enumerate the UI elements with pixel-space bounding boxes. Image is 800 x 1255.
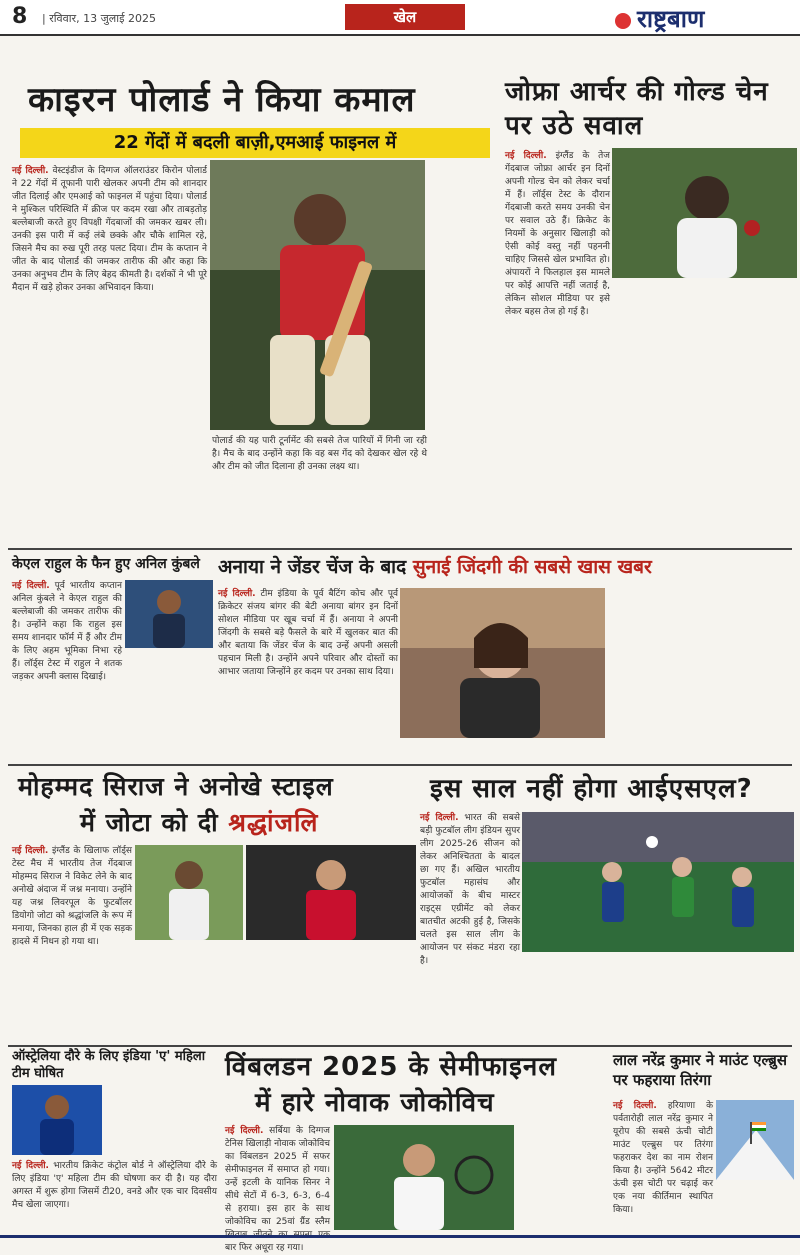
isl-photo-graphic (522, 812, 794, 952)
djokovic-photo-graphic (334, 1125, 514, 1230)
djokovic-headline-line1: विंबलडन 2025 के सेमीफाइनल (225, 1052, 557, 1082)
rahul-body (12, 580, 122, 682)
anaya-headline-accent: सुनाई जिंदगी की सबसे खास खबर (412, 556, 652, 578)
anaya-headline (218, 553, 793, 581)
isl-body (420, 812, 520, 966)
siraj-body (12, 845, 132, 1040)
siraj-body-col2 (135, 945, 415, 1040)
rahul-body-text: पूर्व भारतीय कप्तान अनिल कुंबले ने केएल राहुल की बल्लेबाजी की जमकर तारीफ की है। उन्होंने कहा कि राहुल इस समय शानदार फॉर्म में हैं और टीम के लिए अहम भूमिका निभा रहे हैं। लॉर्ड्स टेस्ट में राहुल ने शतक जड़कर अपनी क्लास दिखाई। (12, 581, 122, 682)
rahul-dateline: नई दिल्ली. (12, 581, 50, 591)
masthead-title: राष्ट्रबाण (637, 4, 705, 33)
elbrus-photo-graphic (716, 1100, 794, 1180)
siraj-headline-accent: श्रद्धांजलि (228, 808, 319, 837)
siraj-headline-line2-text: में जोटा को दी (80, 808, 229, 837)
jota-photo (246, 845, 416, 940)
anaya-dateline: नई दिल्ली. (218, 589, 256, 599)
section-tab: खेल (345, 4, 465, 30)
pollard-dateline: नई दिल्ली. (12, 166, 49, 176)
pollard-photo (210, 160, 425, 430)
siraj-headline-line1: मोहम्मद सिराज ने अनोखे स्टाइल (18, 772, 334, 801)
elbrus-body-text: हरियाणा के पर्वतारोही लाल नरेंद्र कुमार ने यूरोप की सबसे ऊंची चोटी माउंट एल्ब्रुस पर तिरंगा फहराकर देश का नाम रोशन किया है। उन्होंने 5642 मीटर ऊंची इस चोटी पर चढ़ाई कर एक नया कीर्तिमान स्थापित किया। (613, 1101, 713, 1215)
anaya-body-text: टीम इंडिया के पूर्व बैटिंग कोच और पूर्व क्रिकेटर संजय बांगर की बेटी अनाया बांगर इन दिनों सोशल मीडिया पर खूब चर्चा में हैं। अनाया ने अपनी जिंदगी के सबसे बड़े फैसले के बारे में खुलकर बात की और बताया कि जेंडर चेंज के बाद उन्हें अपनी असली पहचान मिली है। उन्होंने अपने परिवार और दोस्तों का आभार जताया जिन्होंने हर कदम पर उनका साथ दिया। (218, 589, 398, 677)
india-a-photo-graphic (12, 1085, 102, 1155)
page-number: 8 (12, 4, 28, 29)
section-divider-3 (8, 1045, 792, 1047)
logo-icon (615, 13, 631, 29)
siraj-photo-graphic (135, 845, 243, 940)
archer-photo (612, 148, 797, 278)
isl-photo (522, 812, 794, 952)
djokovic-body-text: सर्बिया के दिग्गज टेनिस खिलाड़ी नोवाक जोकोविच का विंबलडन 2025 में सफर सेमीफाइनल में समाप्त हो गया। उन्हें इटली के यानिक सिनर ने सीधे सेटों में 6-3, 6-3, 6-4 से हराया। इस हार के साथ जोकोविच का 25वां ग्रैंड स्लैम बार फिर अधूरा रह गया। (225, 1126, 330, 1253)
pollard-body (12, 165, 207, 545)
djokovic-body-col2 (518, 1125, 608, 1233)
djokovic-body (225, 1125, 330, 1253)
siraj-photo (135, 845, 243, 940)
elbrus-body (613, 1100, 713, 1232)
footer-bar (0, 1235, 800, 1238)
rahul-body-cont (12, 672, 212, 760)
india-a-body-text: भारतीय क्रिकेट कंट्रोल बोर्ड ने ऑस्ट्रेलिया दौरे के लिए इंडिया 'ए' महिला टीम की घोषणा कर दी है। यह दौरा अगस्त में शुरू होगा जिसमें टी20, वनडे और एक चार दिवसीय मैच खेला जाएगा। (12, 1161, 217, 1210)
pollard-photo-graphic (210, 160, 425, 430)
anaya-body (218, 588, 398, 758)
kumble-photo-graphic (125, 580, 213, 648)
section-divider-1 (8, 548, 792, 550)
india-a-body (12, 1160, 217, 1232)
anaya-headline-text: अनाया ने जेंडर चेंज के बाद (218, 556, 413, 578)
isl-body-cont (420, 955, 795, 1040)
isl-dateline: नई दिल्ली. (420, 813, 459, 823)
dateline: | रविवार, 13 जुलाई 2025 (42, 12, 156, 25)
djokovic-dateline: नई दिल्ली. (225, 1126, 264, 1136)
pollard-headline: काइरन पोलार्ड ने किया कमाल (28, 80, 416, 120)
siraj-dateline: नई दिल्ली. (12, 846, 49, 856)
pollard-body2-text: पोलार्ड की यह पारी टूर्नामेंट की सबसे तेज पारियों में गिनी जा रही है। मैच के बाद उन्होंने कहा कि वह बस गेंद को देखकर खेल रहे थे और टीम को जीत दिलाना ही उनका लक्ष्य था। (212, 436, 427, 472)
india-a-dateline: नई दिल्ली. (12, 1161, 49, 1171)
djokovic-headline-line2: में हारे नोवाक जोकोविच (255, 1088, 495, 1118)
rahul-headline: केएल राहुल के फैन हुए अनिल कुंबले (12, 556, 200, 572)
archer-dateline: नई दिल्ली. (505, 151, 547, 161)
djokovic-photo (334, 1125, 514, 1230)
elbrus-dateline: नई दिल्ली. (613, 1101, 657, 1111)
elbrus-photo (716, 1100, 794, 1180)
india-a-headline: ऑस्ट्रेलिया दौरे के लिए इंडिया 'ए' महिला टीम घोषित (12, 1049, 206, 1081)
anaya-body-col2 (608, 588, 793, 758)
anaya-photo (400, 588, 605, 738)
archer-body-cont (505, 280, 795, 495)
siraj-headline-line2 (80, 806, 420, 840)
section-divider-2 (8, 764, 792, 766)
archer-photo-graphic (612, 148, 797, 278)
archer-body (505, 150, 610, 317)
isl-body-text: भारत की सबसे बड़ी फुटबॉल लीग इंडियन सुपर लीग 2025-26 सीजन को लेकर अनिश्चितता के बादल छा गए हैं। अखिल भारतीय फुटबॉल महासंघ और आयोजकों के बीच मास्टर राइट्स एग्रीमेंट को लेकर बातचीत अटकी हुई है, जिसके चलते इस साल लीग के आयोजन पर संकट मंडरा रहा है। (420, 813, 520, 966)
kumble-photo (125, 580, 213, 648)
pollard-body-col3 (430, 165, 500, 545)
pollard-body-col2 (212, 435, 427, 545)
anaya-photo-graphic (400, 588, 605, 738)
archer-headline: जोफ्रा आर्चर की गोल्ड चेन पर उठे सवाल (505, 77, 769, 141)
masthead (615, 2, 795, 32)
pollard-subhead: 22 गेंदों में बदली बाज़ी,एमआई फाइनल में (20, 128, 490, 158)
siraj-body-text: इंग्लैंड के खिलाफ लॉर्ड्स टेस्ट मैच में भारतीय तेज गेंदबाज मोहम्मद सिराज ने विकेट लेने के बाद अनोखे अंदाज में जश्न मनाया। उन्होंने यह जश्न लिवरपूल के फुटबॉलर डियोगो जोटा को श्रद्धांजलि के रूप में मनाया, जिनका हाल ही में एक सड़क हादसे में निधन हो गया था। (12, 846, 132, 947)
pollard-body-text: वेस्टइंडीज के दिग्गज ऑलराउंडर किरोन पोलार्ड ने 22 गेंदों में तूफानी पारी खेलकर अपनी टीम को शानदार जीत दिलाई और एमआई को फाइनल में पहुंचा दिया। पोलार्ड ने मुश्किल परिस्थिति में क्रीज पर कदम रखा और ताबड़तोड़ बल्लेबाजी करते हुए विपक्षी गेंदबाजों की जमकर खबर ली। उनकी इस पारी में कई लंबे छक्के और चौके शामिल रहे, जिसने मैच का रुख पूरी तरह पलट दिया। टीम के कप्तान ने जीत के बाद पोलार्ड की जमकर तारीफ की और कहा कि उनका अनुभव टीम के लिए बेहद कीमती है। दर्शकों ने भी पूरे मैदान में खड़े होकर उनका अभिवादन किया। (12, 166, 207, 293)
elbrus-headline: लाल नरेंद्र कुमार ने माउंट एल्ब्रुस पर फहराया तिरंगा (613, 1051, 787, 1089)
india-a-photo (12, 1085, 102, 1155)
archer-body-text: इंग्लैंड के तेज गेंदबाज जोफ्रा आर्चर इन दिनों अपनी गोल्ड चेन को लेकर चर्चा में हैं। लॉर्ड्स टेस्ट के दौरान गेंदबाजी करते समय उनकी चेन पर सवाल उठे हैं। क्रिकेट के नियमों के अनुसार खिलाड़ी को ऐसी कोई वस्तु नहीं पहननी चाहिए जिससे खेल प्रभावित हो। अंपायरों ने फिलहाल इस मामले पर कोई आपत्ति नहीं जताई है, लेकिन सोशल मीडिया पर इसे लेकर बहस तेज हो गई है। (505, 151, 610, 317)
jota-photo-graphic (246, 845, 416, 940)
isl-headline: इस साल नहीं होगा आईएसएल? (430, 774, 753, 804)
